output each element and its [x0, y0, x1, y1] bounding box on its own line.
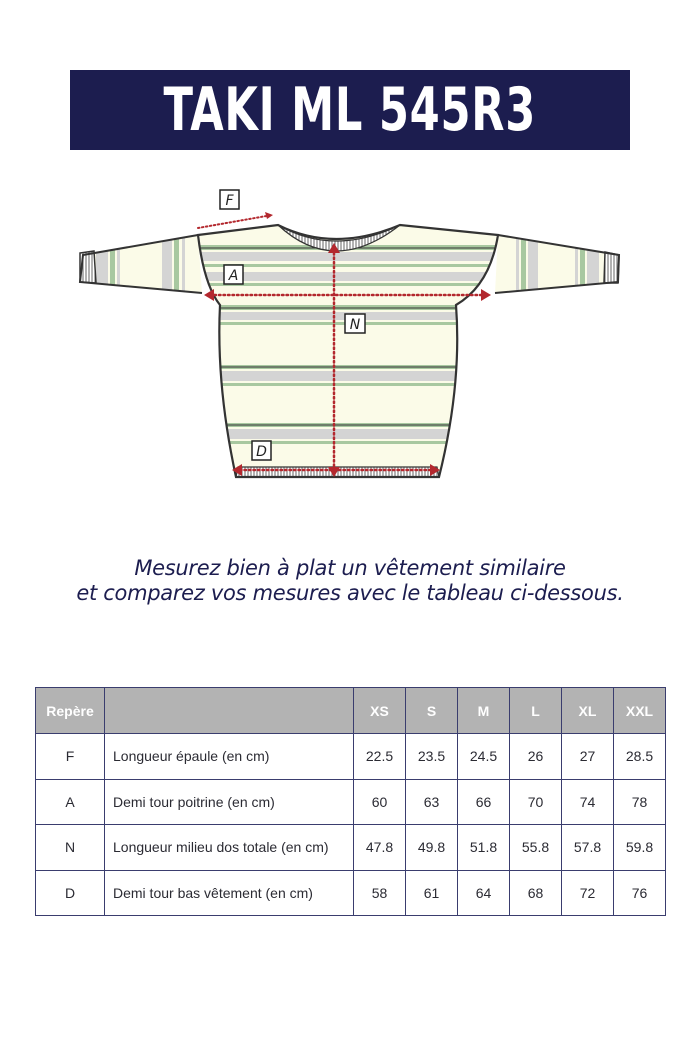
header-size-s: S	[406, 688, 458, 734]
cell-value: 74	[562, 779, 614, 825]
cell-value: 22.5	[354, 734, 406, 780]
cell-value: 78	[614, 779, 666, 825]
measuring-instructions	[0, 556, 700, 606]
cell-value: 27	[562, 734, 614, 780]
row-repere: N	[36, 825, 105, 871]
cell-value: 60	[354, 779, 406, 825]
header-size-l: L	[510, 688, 562, 734]
cell-value: 49.8	[406, 825, 458, 871]
table-header-row	[36, 688, 666, 734]
instruction-line-2: et comparez vos mesures avec le tableau ci-dessous.	[76, 581, 624, 605]
cell-value: 55.8	[510, 825, 562, 871]
row-label: Longueur épaule (en cm)	[105, 734, 354, 780]
row-label: Demi tour poitrine (en cm)	[105, 779, 354, 825]
cell-value: 57.8	[562, 825, 614, 871]
cell-value: 51.8	[458, 825, 510, 871]
header-size-xxl: XXL	[614, 688, 666, 734]
svg-text:A: A	[228, 268, 239, 284]
table-row	[36, 825, 666, 871]
garment-diagram	[70, 185, 630, 495]
table-row	[36, 734, 666, 780]
cell-value: 66	[458, 779, 510, 825]
cell-value: 59.8	[614, 825, 666, 871]
table-row	[36, 779, 666, 825]
row-label: Longueur milieu dos totale (en cm)	[105, 825, 354, 871]
table-row	[36, 870, 666, 916]
cell-value: 61	[406, 870, 458, 916]
svg-text:N: N	[349, 317, 361, 333]
header-size-xs: XS	[354, 688, 406, 734]
label-a	[224, 265, 243, 284]
row-repere: A	[36, 779, 105, 825]
size-table	[35, 687, 666, 916]
cell-value: 70	[510, 779, 562, 825]
label-f	[220, 190, 239, 209]
cell-value: 68	[510, 870, 562, 916]
cell-value: 76	[614, 870, 666, 916]
header-description	[105, 688, 354, 734]
cell-value: 24.5	[458, 734, 510, 780]
header-size-xl: XL	[562, 688, 614, 734]
cell-value: 28.5	[614, 734, 666, 780]
title-banner	[70, 70, 630, 150]
row-label: Demi tour bas vêtement (en cm)	[105, 870, 354, 916]
cell-value: 58	[354, 870, 406, 916]
cell-value: 64	[458, 870, 510, 916]
garment-body	[170, 225, 530, 477]
cell-value: 23.5	[406, 734, 458, 780]
header-size-m: M	[458, 688, 510, 734]
svg-text:D: D	[256, 444, 267, 460]
cell-value: 47.8	[354, 825, 406, 871]
svg-text:F: F	[225, 193, 234, 209]
row-repere: F	[36, 734, 105, 780]
row-repere: D	[36, 870, 105, 916]
cell-value: 26	[510, 734, 562, 780]
label-n	[345, 314, 365, 333]
label-d	[252, 441, 271, 460]
instruction-line-1: Mesurez bien à plat un vêtement similaire	[134, 556, 566, 580]
cell-value: 63	[406, 779, 458, 825]
page-title: TAKI ML 545R3	[163, 75, 537, 145]
header-repere: Repère	[36, 688, 105, 734]
right-sleeve	[495, 225, 619, 305]
left-sleeve	[80, 225, 202, 305]
cell-value: 72	[562, 870, 614, 916]
